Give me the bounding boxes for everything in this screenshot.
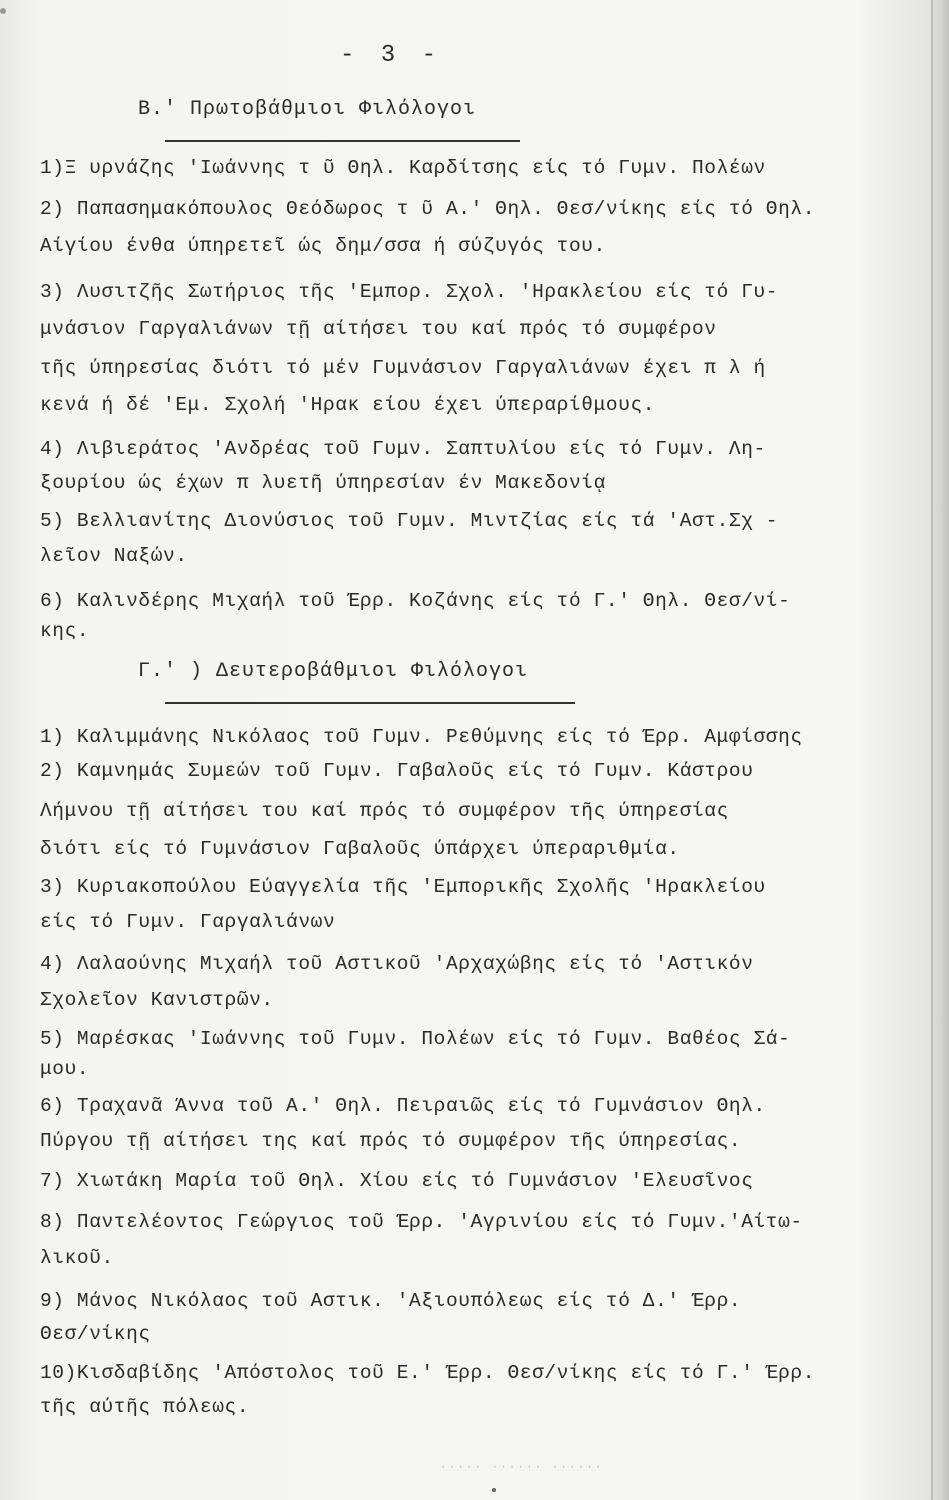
- entry-line: 6) Καλινδέρης Μιχαήλ τοῦ Έρρ. Κοζάνης είς τό Γ.' Θηλ. Θεσ/νί-: [40, 590, 791, 612]
- entry-line: 6) Τραχανᾶ Άννα τοῦ Α.' Θηλ. Πειραιῶς είς τό Γυμνάσιον Θηλ.: [40, 1095, 766, 1117]
- page-number: - 3 -: [340, 42, 443, 69]
- entry-line: ξουρίου ώς έχων π λυετῆ ύπηρεσίαν έν Μακεδονίᾳ: [40, 472, 606, 494]
- entry-line: Σχολεῖον Κανιστρῶν.: [40, 989, 274, 1011]
- entry-line: Λήμνου τῇ αίτήσει του καί πρός τό συμφέρον τῆς ύπηρεσίας: [40, 800, 729, 822]
- entry-line: 9) Μάνος Νικόλαος τοῦ Αστικ. 'Αξιουπόλεως είς τό Δ.' Έρρ.: [40, 1290, 742, 1312]
- entry-line: μνάσιον Γαργαλιάνων τῇ αίτήσει του καί πρός τό συμφέρον: [40, 318, 717, 340]
- entry-line: 2) Καμνημάς Συμεών τοῦ Γυμν. Γαβαλοῦς είς τό Γυμν. Κάστρου: [40, 760, 754, 782]
- entry-line: 8) Παντελέοντος Γεώργιος τοῦ Έρρ. 'Αγρινίου είς τό Γυμν.'Αίτω-: [40, 1211, 803, 1233]
- faint-footer-text: ····· ······ ······: [440, 1462, 604, 1474]
- entry-line: 5) Μαρέσκας 'Ιωάννης τοῦ Γυμν. Πολέων είς τό Γυμν. Βαθέος Σά-: [40, 1028, 791, 1050]
- entry-line: 4) Λιβιεράτος 'Ανδρέας τοῦ Γυμν. Σαπτυλίου είς τό Γυμν. Λη-: [40, 438, 766, 460]
- entry-line: μου.: [40, 1058, 90, 1080]
- section-heading-c: Γ.' ) Δευτεροβάθμιοι Φιλόλογοι: [138, 660, 529, 683]
- entry-line: λεῖον Ναξών.: [40, 545, 188, 567]
- entry-line: Θεσ/νίκης: [40, 1323, 151, 1345]
- entry-line: τῆς ύπηρεσίας διότι τό μέν Γυμνάσιον Γαργαλιάνων έχει π λ ή: [40, 357, 766, 379]
- footer-dot: [492, 1488, 496, 1492]
- entry-line: 3) Λυσιτζῆς Σωτήριος τῆς 'Εμπορ. Σχολ. 'Ηρακλείου είς τό Γυ-: [40, 281, 779, 303]
- entry-line: 4) Λαλαούνης Μιχαήλ τοῦ Αστικοῦ 'Αρχαχώβης είς τό 'Αστικόν: [40, 953, 754, 975]
- entry-line: Αίγίου ένθα ύπηρετεῖ ώς δημ/σσα ή σύζυγός του.: [40, 235, 606, 257]
- entry-line: 3) Κυριακοπούλου Εύαγγελία τῆς 'Εμπορικῆς Σχολῆς 'Ηρακλείου: [40, 876, 766, 898]
- entry-line: είς τό Γυμν. Γαργαλιάνων: [40, 911, 336, 933]
- entry-line: 7) Χιωτάκη Μαρία τοῦ Θηλ. Χίου είς τό Γυμνάσιον 'Ελευσῖνος: [40, 1170, 754, 1192]
- section-rule-b: [165, 140, 520, 142]
- entry-line: 1)Ξ υρνάζης 'Ιωάννης τ ῦ Θηλ. Καρδίτσης είς τό Γυμν. Πολέων: [40, 157, 766, 179]
- entry-line: λικοῦ.: [40, 1247, 114, 1269]
- entry-line: 2) Παπασημακόπουλος Θεόδωρος τ ῦ Α.' Θηλ. Θεσ/νίκης είς τό Θηλ.: [40, 198, 816, 220]
- entry-line: κενά ή δέ 'Εμ. Σχολή 'Ηρακ είου έχει ύπεραρίθμους.: [40, 394, 656, 416]
- page-edge-line: [931, 0, 933, 1500]
- section-heading-b: Β.' Πρωτοβάθμιοι Φιλόλογοι: [138, 98, 477, 121]
- section-rule-c: [165, 702, 575, 704]
- scan-speck: [0, 8, 6, 14]
- entry-line: τῆς αύτῆς πόλεως.: [40, 1396, 250, 1418]
- entry-line: κης.: [40, 620, 90, 642]
- entry-line: 5) Βελλιανίτης Διονύσιος τοῦ Γυμν. Μιντζίας είς τά 'Αστ.Σχ -: [40, 510, 779, 532]
- entry-line: 10)Κισδαβίδης 'Απόστολος τοῦ Ε.' Έρρ. Θεσ/νίκης είς τό Γ.' Έρρ.: [40, 1362, 816, 1384]
- entry-line: 1) Καλιμμάνης Νικόλαος τοῦ Γυμν. Ρεθύμνης είς τό Έρρ. Αμφίσσης: [40, 726, 803, 748]
- entry-line: Πύργου τῇ αίτήσει της καί πρός τό συμφέρον τῆς ύπηρεσίας.: [40, 1130, 742, 1152]
- entry-line: διότι είς τό Γυμνάσιον Γαβαλοῦς ύπάρχει ύπεραριθμία.: [40, 838, 680, 860]
